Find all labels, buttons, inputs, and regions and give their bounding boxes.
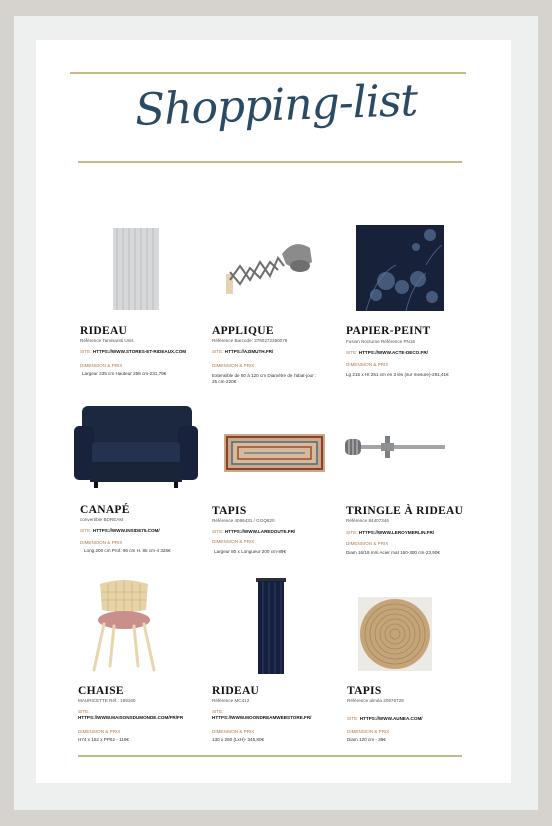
dimension-label: DIMENSION & PRIX [346,541,389,546]
curtain-rod-image [345,434,445,460]
product-price: Diam 16/19 mm Acier mat 160-300 cm-23,90€ [346,550,440,555]
dimension-label: DIMENSION & PRIX [80,540,123,545]
product-name: CHAISE [78,685,124,697]
product-name: TAPIS [347,685,382,697]
product-url[interactable]: HTTPS://WWW.MAISONSDUMONDE.COM/FR/FR [78,715,184,720]
product-url[interactable]: HTTPS://WWW.LAREDOUTE.FR/ [224,529,296,534]
product-price: Largeur 80 x Longueur 200 cm-89€ [214,549,287,554]
product-url[interactable]: HTTPS://AZIMUTH.FR/ [224,349,274,354]
dimension-label: DIMENSION & PRIX [212,539,255,544]
wallpaper-image [356,225,444,311]
product-url[interactable]: HTTPS://WWW.STORES-ET-RIDEAUX.COM [92,349,187,354]
product-reference: convertible BDREAM [80,517,124,522]
product-price: Lg 215 x Ht 251 cm en 3 lés (sur mesure)-291,41€ [346,372,449,377]
product-url[interactable]: HTTPS://WWW.ACTE-DECO.FR/ [358,350,428,355]
product-site [346,530,458,536]
product-price: Long.200 cm Prof. 96 cm H. 85 cm-4 326€ [84,548,171,553]
product-reference: Référence 4066431 / GGQ820 [212,518,275,523]
dimension-label: DIMENSION & PRIX [212,363,255,368]
product-reference: Référence alméa 20976729 [347,698,404,703]
product-site [347,716,459,722]
product-reference: Fusion Nocturne Référence PN16 [346,339,415,344]
product-reference: Référence Tamisants Unis [80,338,134,343]
product-url[interactable]: HTTPS://WWW.INSIDE75.COM/ [92,528,160,533]
dimension-label: DIMENSION & PRIX [346,362,389,367]
sheer-curtain-image [113,228,159,310]
sofa-image [74,404,199,490]
product-price: Diam 120 cm - 39€ [347,737,386,742]
product-name: RIDEAU [212,685,260,697]
top-divider [70,72,466,74]
dimension-label: DIMENSION & PRIX [212,729,255,734]
wall-lamp-image [220,236,316,302]
site-label: SITE: [212,349,224,354]
dimension-label: DIMENSION & PRIX [347,729,390,734]
product-site [80,528,192,534]
product-name: CANAPÉ [80,504,130,516]
site-label: SITE: [78,709,90,714]
product-price: 130 x 260 (LxH)- 345,80€ [212,737,265,742]
product-name: TRINGLE À RIDEAU [346,505,464,517]
product-name: PAPIER-PEINT [346,325,431,337]
site-label: SITE: [212,709,224,714]
product-site [212,709,324,721]
page-title: Shopping-list [134,75,418,136]
product-site [346,350,458,356]
site-label: SITE: [346,530,358,535]
product-reference: Référence MC412 [212,698,250,703]
site-label: SITE: [347,716,359,721]
runner-rug-image [224,434,325,472]
round-rug-image [358,597,432,671]
site-label: SITE: [80,349,92,354]
product-url[interactable]: HTTPS://WWW.LEROYMERLIN.FR/ [358,530,435,535]
site-label: SITE: [346,350,358,355]
product-site [212,349,324,355]
site-label: SITE: [212,529,224,534]
product-reference: Référence 84407346 [346,518,389,523]
dimension-label: DIMENSION & PRIX [80,363,123,368]
velvet-curtain-image [256,578,286,674]
product-name: RIDEAU [80,325,128,337]
title-divider [78,161,462,163]
product-reference: MAURICETTE Réf.: 199160 [78,698,136,703]
product-price: Largeur 235 cm Hauteur 258 cm-231,79€ [82,371,167,376]
product-url[interactable]: HTTPS://WWW.MOONDREAMWEBSTORE.FR/ [212,715,312,720]
dimension-label: DIMENSION & PRIX [78,729,121,734]
product-site [212,529,324,535]
site-label: SITE: [80,528,92,533]
product-name: TAPIS [212,505,247,517]
product-name: APPLIQUE [212,325,274,337]
product-price: Extensible de 50 à 120 cm Diamètre de l'abat-jour : 25 cm-220€ [212,373,317,384]
bottom-divider [78,755,462,757]
product-site [78,709,182,721]
product-url[interactable]: HTTPS://WWW.AUNEA.COM/ [359,716,423,721]
product-reference: Référence Barcode: 3760272390076 [212,338,288,343]
product-price: H74 x 152 x PP62 - 119€ [78,737,129,742]
chair-image [90,580,158,672]
product-site [80,349,192,355]
